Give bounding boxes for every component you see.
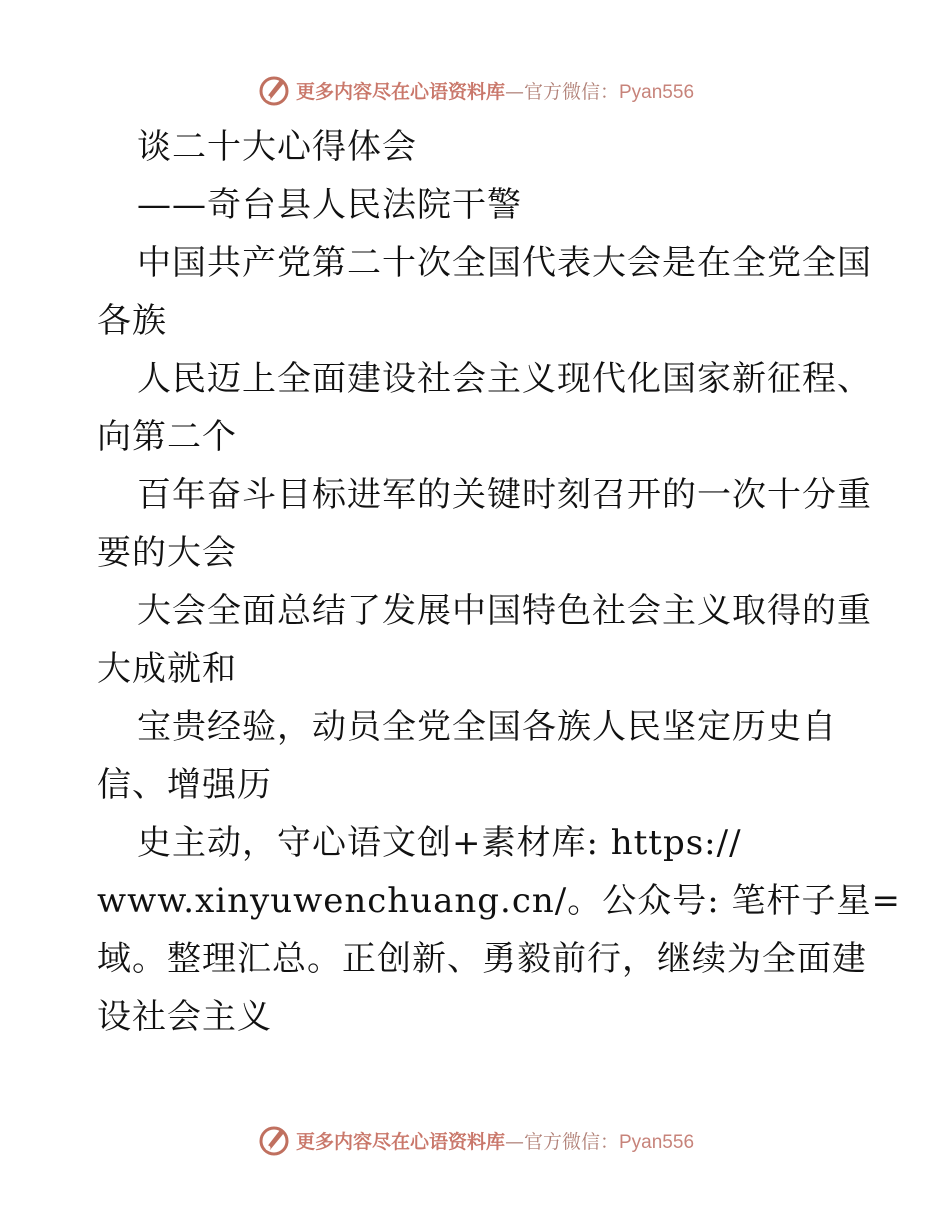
paragraph-line: 信、增强历 — [97, 765, 272, 805]
library-name: 更多内容尽在心语资料库 — [295, 1130, 505, 1153]
paragraph-line: 中国共产党第二十次全国代表大会是在全党全国 — [137, 243, 872, 283]
paragraph-line: 人民迈上全面建设社会主义现代化国家新征程、 — [137, 359, 872, 399]
paragraph-line: 设社会主义 — [97, 997, 272, 1037]
paragraph-line: www.xinyuwenchuang.cn/。公众号: 笔杆子星= — [97, 881, 901, 921]
watermark-text — [296, 77, 694, 104]
paragraph-line: 百年奋斗目标进军的关键时刻召开的一次十分重 — [137, 475, 872, 515]
wechat-label: 官方微信： — [523, 1130, 619, 1153]
banner-dash: — — [504, 1130, 524, 1153]
paragraph-line: 各族 — [97, 301, 167, 341]
wechat-label: 官方微信： — [523, 80, 619, 103]
watermark-text — [296, 1127, 694, 1154]
paragraph-line: 域。整理汇总。正创新、勇毅前行，继续为全面建 — [97, 939, 867, 979]
footer-watermark-banner — [0, 1120, 950, 1160]
paragraph-line: 宝贵经验，动员全党全国各族人民坚定历史自 — [137, 707, 837, 747]
wechat-id: Pyan556 — [619, 81, 695, 103]
banner-dash: — — [504, 80, 524, 103]
document-byline: ——奇台县人民法院干警 — [137, 185, 522, 225]
paragraph-line: 大会全面总结了发展中国特色社会主义取得的重 — [137, 591, 872, 631]
quill-seal-icon — [256, 1122, 292, 1158]
quill-seal-icon — [256, 72, 292, 108]
paragraph-line: 史主动，守心语文创+素材库: https:// — [137, 823, 742, 863]
header-watermark-banner — [0, 70, 950, 110]
paragraph-line: 要的大会 — [97, 533, 237, 573]
paragraph-line: 大成就和 — [97, 649, 237, 689]
paragraph-line: 向第二个 — [97, 417, 237, 457]
library-name: 更多内容尽在心语资料库 — [295, 80, 505, 103]
wechat-id: Pyan556 — [619, 1131, 695, 1153]
document-body — [97, 118, 901, 1046]
document-title: 谈二十大心得体会 — [137, 127, 417, 167]
